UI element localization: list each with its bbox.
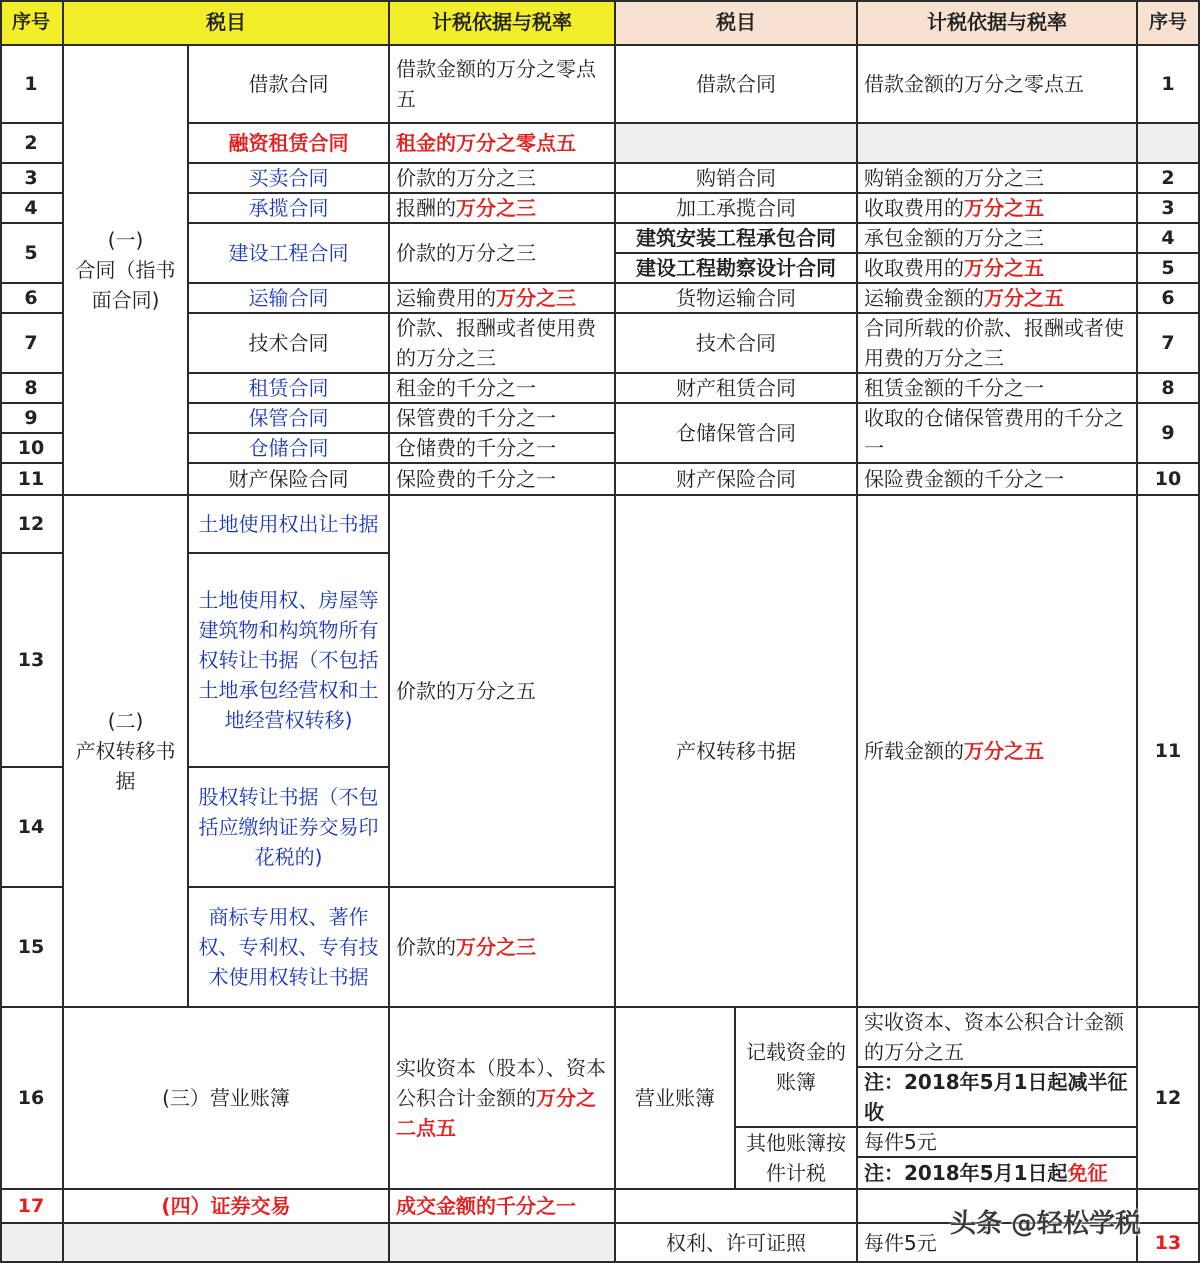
old-item-8: 财产租赁合同 — [616, 374, 858, 404]
old-item-5a: 建筑安装工程承包合同 — [616, 224, 858, 254]
basis-16-rate: 万分之二点五 — [396, 1086, 596, 1140]
seq-4: 4 — [0, 194, 64, 224]
header-seq-right: 序号 — [1138, 0, 1200, 46]
basis-12-14: 价款的万分之五 — [390, 496, 616, 888]
old-seq-2-empty — [1138, 124, 1200, 164]
seq-13: 13 — [0, 554, 64, 768]
basis-5: 价款的万分之三 — [390, 224, 616, 284]
old-basis-8: 租赁金额的千分之一 — [858, 374, 1138, 404]
old-note-other-books-exempt: 免征 — [1067, 1161, 1108, 1185]
old-basis-6 — [858, 284, 1138, 314]
old-seq-1: 1 — [1138, 46, 1200, 124]
old-item-5b: 建设工程勘察设计合同 — [616, 254, 858, 284]
old-basis-5b-rate: 万分之五 — [964, 256, 1044, 280]
old-seq-transfer: 11 — [1138, 496, 1200, 1008]
basis-10: 仓储费的千分之一 — [390, 434, 616, 464]
old-seq-7: 7 — [1138, 314, 1200, 374]
basis-6-pre: 运输费用的 — [396, 286, 496, 310]
tax-item-11: 财产保险合同 — [189, 464, 390, 496]
old-basis-5a: 承包金额的万分之三 — [858, 224, 1138, 254]
old-basis-7: 合同所载的价款、报酬或者使用费的万分之三 — [858, 314, 1138, 374]
old-seq-5b: 5 — [1138, 254, 1200, 284]
basis-16 — [390, 1008, 616, 1190]
old-item-9: 仓储保管合同 — [616, 404, 858, 464]
watermark: 头条 @轻松学税 — [950, 1209, 1142, 1239]
basis-3: 价款的万分之三 — [390, 164, 616, 194]
tax-item-4: 承揽合同 — [189, 194, 390, 224]
tax-item-1: 借款合同 — [189, 46, 390, 124]
seq-2: 2 — [0, 124, 64, 164]
old-seq-books: 12 — [1138, 1008, 1200, 1190]
old-item-3: 购销合同 — [616, 164, 858, 194]
header-basis-left: 计税依据与税率 — [390, 0, 616, 46]
seq-12: 12 — [0, 496, 64, 554]
old-note-other-books-pre: 注：2018年5月1日起 — [864, 1161, 1068, 1185]
seq-10: 10 — [0, 434, 64, 464]
basis-15-rate: 万分之三 — [456, 935, 536, 959]
seq-14: 14 — [0, 768, 64, 888]
old-basis-1: 借款金额的万分之零点五 — [858, 46, 1138, 124]
old-seq-6: 6 — [1138, 284, 1200, 314]
tax-item-18-empty — [64, 1224, 390, 1263]
seq-16: 16 — [0, 1008, 64, 1190]
seq-1: 1 — [0, 46, 64, 124]
basis-11: 保险费的千分之一 — [390, 464, 616, 496]
old-basis-11: 保险费金额的千分之一 — [858, 464, 1138, 496]
old-seq-8: 8 — [1138, 374, 1200, 404]
basis-6 — [390, 284, 616, 314]
seq-3: 3 — [0, 164, 64, 194]
old-basis-4-pre: 收取费用的 — [864, 196, 964, 220]
old-basis-4 — [858, 194, 1138, 224]
old-basis-transfer-pre: 所载金额的 — [864, 739, 964, 763]
old-basis-2-empty — [858, 124, 1138, 164]
tax-item-13: 土地使用权、房屋等建筑物和构筑物所有权转让书据（不包括土地承包经营权和土地经营权转移) — [189, 554, 390, 768]
tax-item-6: 运输合同 — [189, 284, 390, 314]
tax-item-14: 股权转让书据（不包括应缴纳证券交易印花税的) — [189, 768, 390, 888]
old-item-2-empty — [616, 124, 858, 164]
old-item-books: 营业账簿 — [616, 1008, 736, 1190]
seq-6: 6 — [0, 284, 64, 314]
header-tax-item-left: 税目 — [64, 0, 390, 46]
old-sub-capital-books: 记载资金的账簿 — [736, 1008, 858, 1128]
group-books: (三）营业账簿 — [64, 1008, 390, 1190]
basis-1: 借款金额的万分之零点五 — [390, 46, 616, 124]
basis-18-empty — [390, 1224, 616, 1263]
old-seq-17-empty — [1138, 1190, 1200, 1224]
basis-7: 价款、报酬或者使用费的万分之三 — [390, 314, 616, 374]
old-basis-5b — [858, 254, 1138, 284]
tax-item-8: 租赁合同 — [189, 374, 390, 404]
tax-item-15: 商标专用权、著作权、专利权、专有技术使用权转让书据 — [189, 888, 390, 1008]
old-seq-11: 10 — [1138, 464, 1200, 496]
tax-item-9: 保管合同 — [189, 404, 390, 434]
old-item-4: 加工承揽合同 — [616, 194, 858, 224]
old-basis-6-rate: 万分之五 — [984, 286, 1064, 310]
tax-item-3: 买卖合同 — [189, 164, 390, 194]
basis-15-pre: 价款的 — [396, 935, 456, 959]
basis-17: 成交金额的千分之一 — [390, 1190, 616, 1224]
basis-6-rate: 万分之三 — [496, 286, 576, 310]
old-basis-3: 购销金额的万分之三 — [858, 164, 1138, 194]
group-securities: (四）证券交易 — [64, 1190, 390, 1224]
old-seq-4: 3 — [1138, 194, 1200, 224]
basis-2: 租金的万分之零点五 — [390, 124, 616, 164]
old-item-7: 技术合同 — [616, 314, 858, 374]
tax-item-12: 土地使用权出让书据 — [189, 496, 390, 554]
basis-9: 保管费的千分之一 — [390, 404, 616, 434]
basis-15 — [390, 888, 616, 1008]
seq-18-empty — [0, 1224, 64, 1263]
group-transfer-name: 产权转移书据 — [75, 739, 176, 793]
old-basis-license: 每件5元 — [858, 1224, 1138, 1263]
old-basis-9: 收取的仓储保管费用的千分之一 — [858, 404, 1138, 464]
seq-11: 11 — [0, 464, 64, 496]
tax-item-5: 建设工程合同 — [189, 224, 390, 284]
group-contracts — [64, 46, 189, 496]
seq-5: 5 — [0, 224, 64, 284]
old-item-1: 借款合同 — [616, 46, 858, 124]
old-item-11: 财产保险合同 — [616, 464, 858, 496]
seq-17: 17 — [0, 1190, 64, 1224]
seq-8: 8 — [0, 374, 64, 404]
old-item-6: 货物运输合同 — [616, 284, 858, 314]
header-basis-right: 计税依据与税率 — [858, 0, 1138, 46]
seq-7: 7 — [0, 314, 64, 374]
old-basis-4-rate: 万分之五 — [964, 196, 1044, 220]
old-basis-transfer — [858, 496, 1138, 1008]
old-sub-other-books: 其他账簿按件计税 — [736, 1128, 858, 1190]
old-note-other-books — [858, 1158, 1138, 1190]
old-seq-9: 9 — [1138, 404, 1200, 464]
basis-4 — [390, 194, 616, 224]
basis-16-pre: 实收资本（股本）、资本公积合计金额的 — [396, 1056, 606, 1110]
old-item-17-empty — [616, 1190, 858, 1224]
old-seq-3: 2 — [1138, 164, 1200, 194]
group-transfer — [64, 496, 189, 1008]
basis-8: 租金的千分之一 — [390, 374, 616, 404]
tax-item-7: 技术合同 — [189, 314, 390, 374]
tax-item-10: 仓储合同 — [189, 434, 390, 464]
old-basis-5b-pre: 收取费用的 — [864, 256, 964, 280]
seq-15: 15 — [0, 888, 64, 1008]
old-item-license: 权利、许可证照 — [616, 1224, 858, 1263]
tax-item-2: 融资租赁合同 — [189, 124, 390, 164]
group-transfer-num: (二) — [107, 709, 144, 733]
group-contracts-name: 合同（指书面合同) — [75, 258, 176, 312]
old-basis-transfer-rate: 万分之五 — [964, 739, 1044, 763]
seq-9: 9 — [0, 404, 64, 434]
old-basis-other-books: 每件5元 — [858, 1128, 1138, 1158]
basis-4-pre: 报酬的 — [396, 196, 456, 220]
header-seq-left: 序号 — [0, 0, 64, 46]
old-seq-5a: 4 — [1138, 224, 1200, 254]
header-tax-item-right: 税目 — [616, 0, 858, 46]
old-note-capital-books: 注：2018年5月1日起减半征收 — [858, 1068, 1138, 1128]
old-seq-license: 13 — [1138, 1224, 1200, 1263]
basis-4-rate: 万分之三 — [456, 196, 536, 220]
old-basis-6-pre: 运输费金额的 — [864, 286, 984, 310]
old-item-transfer: 产权转移书据 — [616, 496, 858, 1008]
old-basis-capital-books: 实收资本、资本公积合计金额的万分之五 — [858, 1008, 1138, 1068]
group-contracts-num: (一) — [107, 228, 144, 252]
